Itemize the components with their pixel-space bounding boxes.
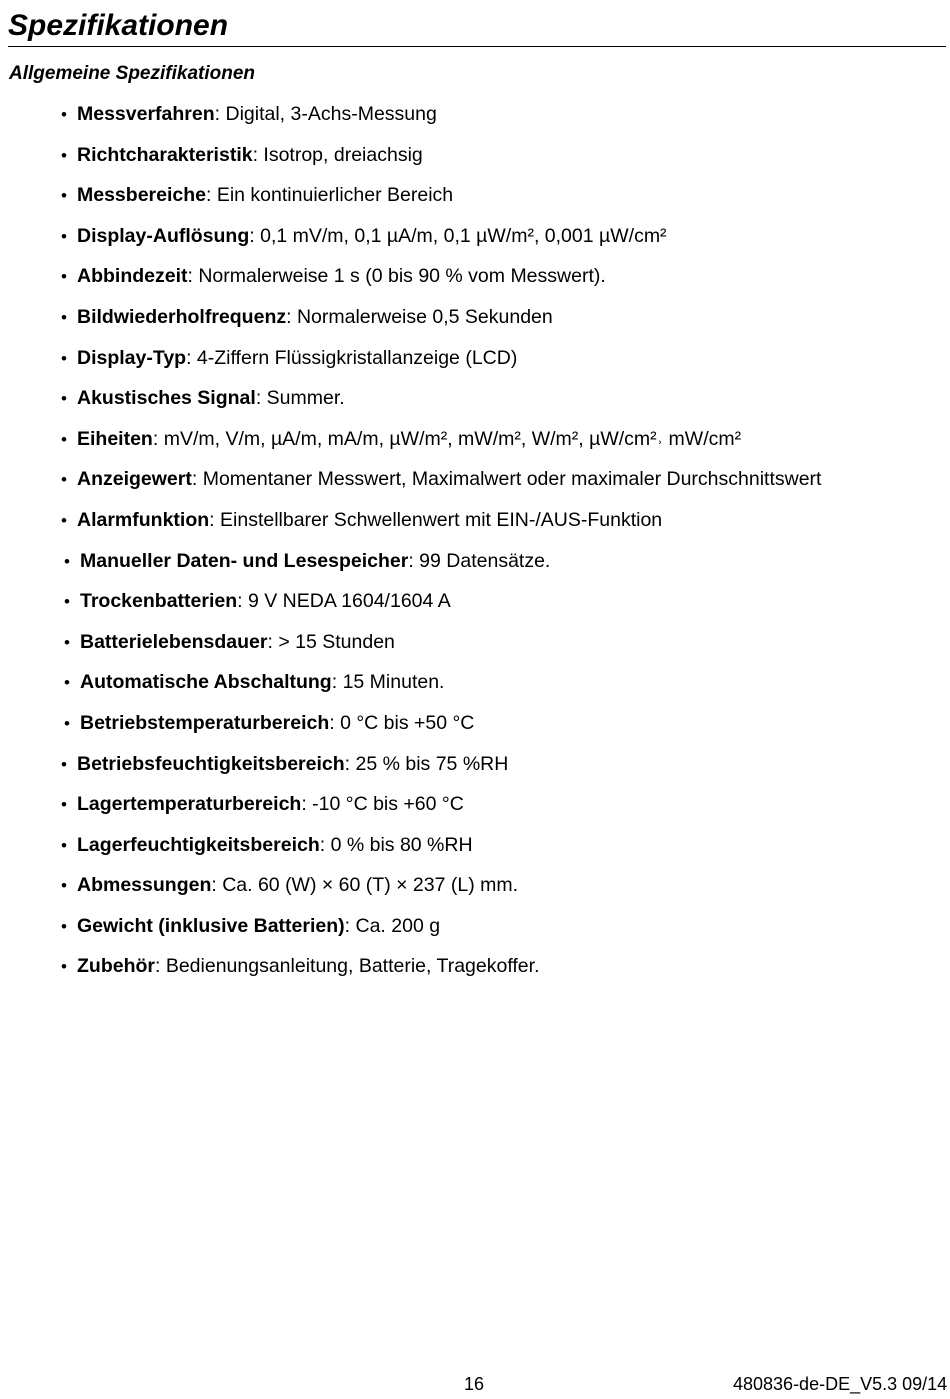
spec-label: Akustisches Signal (77, 387, 256, 410)
spec-value: : -10 °C bis +60 °C (301, 793, 464, 816)
spec-item-lagerfeuchtigkeitsbereich (61, 832, 931, 873)
spec-label: Manueller Daten- und Lesespeicher (80, 549, 409, 572)
spec-item-abmessungen (61, 872, 931, 913)
spec-value: : Digital, 3-Achs-Messung (214, 103, 437, 125)
spec-label: Eiheiten (77, 427, 153, 450)
page-number: 16 (464, 1374, 485, 1394)
document-id: 480836-de-DE_V5.3 09/14 (733, 1374, 948, 1394)
spec-item-betriebstemperaturbereich (61, 710, 931, 751)
spec-value: : 0,1 mV/m, 0,1 µA/m, 0,1 µW/m², 0,001 µW/cm² (249, 224, 667, 247)
spec-label: Automatische Abschaltung (80, 671, 332, 694)
spec-value: : Bedienungsanleitung, Batterie, Tragekoffer. (155, 955, 540, 978)
bullet-icon: • (61, 876, 67, 896)
spec-item-akustisches-signal (61, 385, 931, 426)
bullet-icon: • (61, 510, 67, 530)
spec-label: Bildwiederholfrequenz (77, 305, 287, 328)
bullet-icon: • (61, 957, 67, 977)
spec-label: Display-Auflösung (77, 224, 250, 247)
spec-value: : mV/m, V/m, µA/m, mA/m, µW/m², mW/m², W/m², µW/cm²˒ mW/cm² (152, 427, 742, 450)
spec-label: Alarmfunktion (77, 508, 210, 531)
spec-value: : Ca. 60 (W) × 60 (T) × 237 (L) mm. (211, 874, 519, 897)
spec-value: : 15 Minuten. (331, 671, 445, 694)
spec-value: : 99 Datensätze. (408, 549, 551, 572)
spec-item-batterielebensdauer (61, 629, 931, 670)
spec-item-display-typ (61, 345, 931, 386)
spec-label: Gewicht (inklusive Batterien) (77, 914, 345, 937)
spec-label: Lagerfeuchtigkeitsbereich (77, 833, 320, 856)
spec-value: : Ca. 200 g (344, 914, 441, 937)
spec-value: : Normalerweise 1 s (0 bis 90 % vom Messwert). (187, 265, 606, 288)
bullet-icon: • (61, 835, 67, 855)
bullet-icon: • (61, 470, 67, 490)
bullet-icon: • (64, 632, 70, 652)
spec-value: : > 15 Stunden (267, 630, 395, 653)
spec-label: Zubehör (77, 955, 155, 978)
spec-item-display-aufloesung (61, 223, 931, 264)
spec-label: Richtcharakteristik (77, 143, 253, 166)
spec-value: : 0 % bis 80 %RH (319, 833, 473, 856)
spec-label: Batterielebensdauer (80, 630, 268, 653)
bullet-icon: • (61, 348, 67, 368)
spec-item-bildwiederholfrequenz (61, 304, 931, 345)
spec-item-betriebsfeuchtigkeitsbereich (61, 751, 931, 792)
spec-item-alarmfunktion (61, 507, 931, 548)
spec-value: : Summer. (255, 387, 345, 410)
spec-label: Abbindezeit (77, 265, 188, 288)
spec-item-messverfahren (61, 101, 931, 142)
bullet-icon: • (64, 673, 70, 693)
spec-value: : Isotrop, dreiachsig (252, 143, 423, 166)
spec-value: : Einstellbarer Schwellenwert mit EIN-/AUS-Funktion (209, 508, 663, 531)
section-title: Allgemeine Spezifikationen (9, 63, 255, 84)
spec-item-gewicht (61, 913, 931, 954)
spec-item-abbindezeit (61, 263, 931, 304)
spec-label: Abmessungen (77, 874, 212, 897)
bullet-icon: • (61, 105, 67, 124)
bullet-icon: • (64, 592, 70, 612)
bullet-icon: • (61, 145, 67, 165)
spec-item-eiheiten (61, 426, 931, 467)
spec-item-automatische-abschaltung (61, 669, 931, 710)
bullet-icon: • (61, 307, 67, 327)
spec-label: Display-Typ (77, 346, 187, 369)
spec-value: : Ein kontinuierlicher Bereich (206, 184, 454, 207)
spec-item-messbereiche (61, 182, 931, 223)
spec-item-lagertemperaturbereich (61, 791, 931, 832)
bullet-icon: • (64, 551, 70, 571)
page-title: Spezifikationen (8, 8, 946, 47)
bullet-icon: • (61, 186, 67, 206)
spec-item-anzeigewert (61, 466, 931, 507)
spec-label: Lagertemperaturbereich (77, 793, 302, 816)
spec-item-trockenbatterien (61, 588, 931, 629)
bullet-icon: • (61, 226, 67, 246)
spec-value: : 25 % bis 75 %RH (344, 752, 509, 775)
bullet-icon: • (61, 754, 67, 774)
bullet-icon: • (61, 916, 67, 936)
bullet-icon: • (64, 713, 70, 733)
spec-value: : Momentaner Messwert, Maximalwert oder maximaler Durchschnittswert (191, 468, 822, 491)
spec-label: Trockenbatterien (80, 590, 238, 613)
spec-value: : 4-Ziffern Flüssigkristallanzeige (LCD) (186, 346, 518, 369)
bullet-icon: • (61, 429, 67, 449)
bullet-icon: • (61, 795, 67, 815)
spec-label: Betriebsfeuchtigkeitsbereich (77, 752, 345, 775)
spec-item-zubehoer (61, 953, 931, 994)
spec-item-richtcharakteristik (61, 142, 931, 183)
spec-item-datenspeicher (61, 548, 931, 589)
spec-value: : 9 V NEDA 1604/1604 A (237, 590, 451, 613)
spec-value: : 0 °C bis +50 °C (329, 711, 475, 734)
spec-label: Anzeigewert (77, 468, 192, 491)
spec-value: : Normalerweise 0,5 Sekunden (286, 305, 553, 328)
bullet-icon: • (61, 389, 67, 409)
spec-list (61, 101, 931, 994)
spec-label: Messbereiche (77, 184, 206, 207)
spec-label: Betriebstemperaturbereich (80, 711, 330, 734)
spec-label: Messverfahren (77, 103, 215, 125)
bullet-icon: • (61, 267, 67, 287)
